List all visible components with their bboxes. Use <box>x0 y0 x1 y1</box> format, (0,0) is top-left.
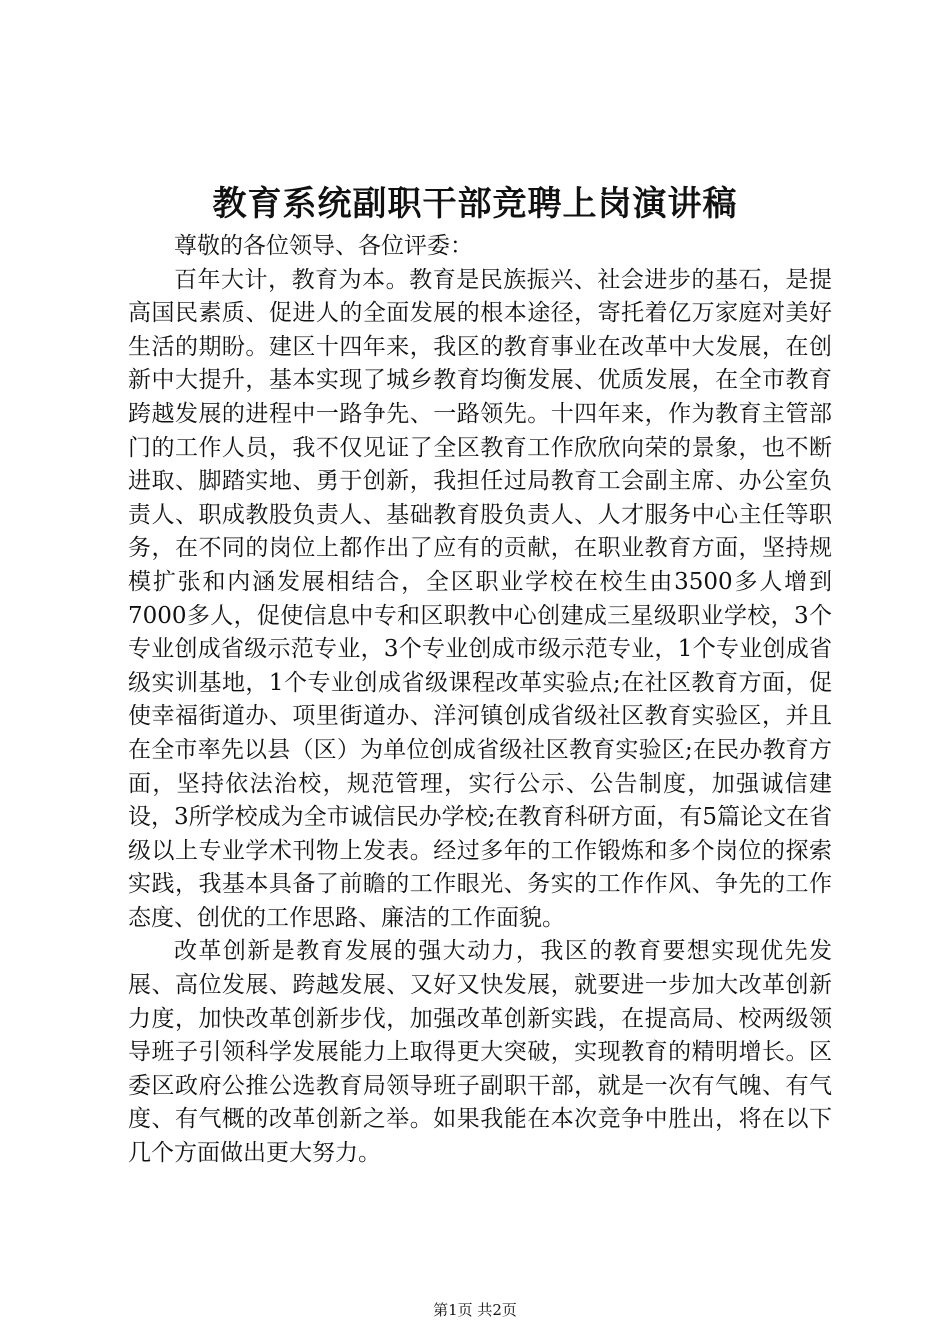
paragraph-1: 百年大计，教育为本。教育是民族振兴、社会进步的基石，是提高国民素质、促进人的全面发展的根本途径，寄托着亿万家庭对美好生活的期盼。建区十四年来，我区的教育事业在改革中大发展，在创新中大提升，基本实现了城乡教育均衡发展、优质发展，在全市教育跨越发展的进程中一路争先、一路领先。十四年来，作为教育主管部门的工作人员，我不仅见证了全区教育工作欣欣向荣的景象，也不断进取、脚踏实地、勇于创新，我担任过局教育工会副主席、办公室负责人、职成教股负责人、基础教育股负责人、人才服务中心主任等职务，在不同的岗位上都作出了应有的贡献，在职业教育方面，坚持规模扩张和内涵发展相结合，全区职业学校在校生由3500多人增到7000多人，促使信息中专和区职教中心创建成三星级职业学校，3个专业创成省级示范专业，3个专业创成市级示范专业，1个专业创成省级实训基地，1个专业创成省级课程改革实验点;在社区教育方面，促使幸福街道办、项里街道办、洋河镇创成省级社区教育实验区，并且在全市率先以县（区）为单位创成省级社区教育实验区;在民办教育方面，坚持依法治校，规范管理，实行公示、公告制度，加强诚信建设，3所学校成为全市诚信民办学校;在教育科研方面，有5篇论文在省级以上专业学术刊物上发表。经过多年的工作锻炼和多个岗位的探索实践，我基本具备了前瞻的工作眼光、务实的工作作风、争先的工作态度、创优的工作思路、廉洁的工作面貌。 <box>128 266 833 931</box>
document-body <box>128 230 832 1171</box>
document-title: 教育系统副职干部竞聘上岗演讲稿 <box>212 184 738 224</box>
salutation: 尊敬的各位领导、各位评委： <box>174 233 473 259</box>
page-number-footer: 第1页 共2页 <box>433 1301 517 1319</box>
paragraph-2: 改革创新是教育发展的强大动力，我区的教育要想实现优先发展、高位发展、跨越发展、又好又快发展，就要进一步加大改革创新力度，加快改革创新步伐，加强改革创新实践，在提高局、校两级领导班子引领科学发展能力上取得更大突破，实现教育的精明增长。区委区政府公推公选教育局领导班子副职干部，就是一次有气魄、有气度、有气概的改革创新之举。如果我能在本次竞争中胜出，将在以下几个方面做出更大努力。 <box>128 938 832 1167</box>
